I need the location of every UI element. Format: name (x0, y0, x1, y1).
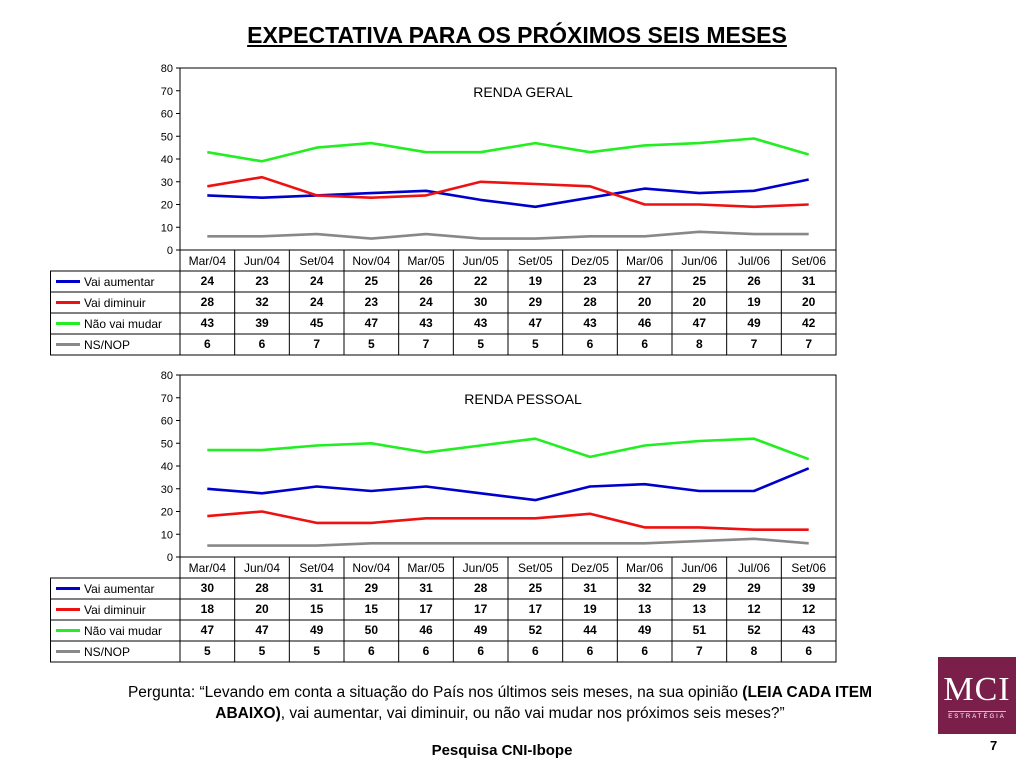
c0-data-label: 23 (364, 295, 379, 309)
c1-data-label: 43 (801, 623, 816, 637)
logo-subtext: ESTRATÉGIA (948, 711, 1006, 720)
c1-data-label: 47 (255, 623, 269, 637)
c1-data-label: 6 (367, 644, 375, 658)
c0-series-line-2 (207, 139, 808, 162)
c1-data-label: 6 (641, 644, 649, 658)
c1-data-label: 31 (419, 581, 433, 595)
c1-data-label: 31 (309, 581, 324, 595)
c0-data-label: 24 (419, 295, 433, 309)
c1-data-label: 6 (422, 644, 430, 658)
c1-y-tick-label: 60 (160, 415, 173, 428)
c0-x-tick-label: Jun/05 (462, 254, 499, 268)
c0-y-tick-label: 70 (160, 85, 173, 98)
question-footnote (120, 682, 880, 724)
c1-y-tick-label: 40 (160, 461, 173, 473)
c0-series-line-3 (207, 232, 808, 239)
c0-data-label: 23 (583, 274, 597, 288)
c1-x-tick-label: Jun/06 (681, 561, 718, 575)
c0-chart-title: RENDA GERAL (473, 84, 573, 100)
c1-data-label: 29 (364, 581, 379, 595)
c1-data-label: 28 (473, 581, 488, 595)
c1-data-label: 29 (692, 581, 707, 595)
c0-x-tick-label: Jun/06 (681, 254, 718, 268)
c1-data-label: 12 (747, 602, 761, 616)
c0-y-tick-label: 0 (166, 245, 173, 257)
c0-y-tick-label: 60 (160, 108, 173, 121)
c1-data-label: 19 (583, 602, 597, 616)
c1-y-tick-label: 70 (160, 392, 173, 405)
c1-data-label: 13 (692, 602, 707, 616)
c1-y-tick-label: 80 (160, 370, 173, 382)
c0-data-label: 23 (255, 274, 269, 288)
c1-data-label: 7 (695, 644, 703, 658)
chart-renda-geral (50, 60, 838, 360)
c1-series-line-3 (207, 539, 808, 546)
c1-data-label: 15 (309, 602, 324, 616)
c1-data-label: 49 (637, 623, 652, 637)
c0-data-label: 47 (364, 316, 379, 330)
c0-data-label: 19 (528, 274, 543, 288)
c0-y-tick-label: 80 (160, 63, 173, 75)
c0-x-tick-label: Mar/04 (188, 254, 227, 268)
c0-data-label: 20 (692, 295, 707, 309)
c1-data-label: 32 (637, 581, 652, 595)
c0-data-label: 7 (750, 337, 758, 351)
c0-y-tick-label: 40 (160, 154, 173, 166)
c1-x-tick-label: Jun/04 (243, 561, 281, 575)
c1-x-tick-label: Jul/06 (737, 561, 771, 575)
c1-data-label: 46 (419, 623, 433, 637)
c0-data-label: 47 (692, 316, 707, 330)
c0-data-label: 6 (258, 337, 266, 351)
page-title: EXPECTATIVA PARA OS PRÓXIMOS SEIS MESES (247, 22, 787, 48)
c0-data-label: 46 (637, 316, 652, 330)
c0-data-label: 5 (477, 337, 485, 351)
c0-data-label: 31 (801, 274, 816, 288)
c1-data-label: 47 (200, 623, 215, 637)
c1-x-tick-label: Mar/04 (188, 561, 227, 575)
c0-data-label: 29 (528, 295, 543, 309)
c0-x-tick-label: Jun/04 (243, 254, 281, 268)
c1-y-tick-label: 50 (160, 438, 173, 451)
c1-x-tick-label: Nov/04 (352, 561, 391, 575)
chart-renda-pessoal (50, 367, 838, 667)
c0-data-label: 24 (309, 274, 324, 288)
c1-data-label: 50 (364, 623, 379, 637)
c0-x-tick-label: Mar/05 (407, 254, 445, 268)
c1-data-label: 52 (747, 623, 761, 637)
c0-x-tick-label: Set/05 (517, 254, 553, 268)
c1-data-label: 5 (203, 644, 211, 658)
c0-data-label: 42 (801, 316, 816, 330)
c1-data-label: 6 (586, 644, 594, 658)
c0-data-label: 24 (309, 295, 324, 309)
c1-data-label: 15 (364, 602, 379, 616)
footnote-prefix: Pergunta: “Levando em conta a situação do País nos últimos seis meses, na sua opinião (127, 684, 743, 701)
c1-legend-label: Vai diminuir (84, 603, 146, 617)
c1-data-label: 18 (200, 602, 215, 616)
c1-data-label: 20 (255, 602, 269, 616)
c0-data-label: 20 (637, 295, 652, 309)
c0-data-label: 32 (255, 295, 269, 309)
c0-data-label: 25 (364, 274, 379, 288)
c1-data-label: 49 (309, 623, 324, 637)
c0-data-label: 47 (528, 316, 543, 330)
c0-x-tick-label: Dez/05 (570, 254, 610, 268)
c1-data-label: 17 (528, 602, 543, 616)
c1-series-line-1 (207, 512, 808, 530)
c0-x-tick-label: Nov/04 (352, 254, 391, 268)
c0-y-tick-label: 50 (160, 131, 173, 144)
c1-y-tick-label: 10 (160, 529, 173, 542)
c1-data-label: 13 (637, 602, 652, 616)
c0-x-tick-label: Set/06 (791, 254, 827, 268)
c0-data-label: 25 (692, 274, 707, 288)
c1-data-label: 6 (805, 644, 813, 658)
c1-x-tick-label: Jun/05 (462, 561, 499, 575)
footnote-bold: (LEIA CADA ITEM ABAIXO) (215, 684, 873, 722)
c1-y-tick-label: 20 (160, 506, 173, 519)
c0-data-label: 26 (419, 274, 433, 288)
chart-renda-pessoal-svg (50, 367, 838, 667)
c0-data-label: 6 (586, 337, 594, 351)
c0-data-label: 7 (313, 337, 321, 351)
c0-data-label: 43 (473, 316, 488, 330)
c1-data-label: 29 (747, 581, 761, 595)
c0-data-label: 27 (637, 274, 652, 288)
c0-data-label: 7 (805, 337, 813, 351)
c1-data-label: 30 (200, 581, 215, 595)
c1-x-tick-label: Set/04 (299, 561, 335, 575)
footnote-suffix: , vai aumentar, vai diminuir, ou não vai mudar nos próximos seis meses?” (280, 705, 785, 722)
c0-data-label: 26 (747, 274, 761, 288)
c0-data-label: 28 (583, 295, 597, 309)
c0-data-label: 43 (200, 316, 215, 330)
c1-data-label: 44 (583, 623, 597, 637)
c0-data-label: 45 (309, 316, 324, 330)
c1-x-tick-label: Dez/05 (570, 561, 610, 575)
c0-data-label: 20 (801, 295, 816, 309)
c0-data-label: 22 (473, 274, 488, 288)
c1-x-tick-label: Mar/06 (625, 561, 664, 575)
c1-data-label: 49 (473, 623, 488, 637)
c1-data-label: 17 (473, 602, 488, 616)
c0-data-label: 7 (422, 337, 430, 351)
c1-data-label: 5 (258, 644, 266, 658)
c0-legend-label: Não vai mudar (84, 317, 163, 331)
c0-data-label: 28 (200, 295, 215, 309)
c0-legend-label: NS/NOP (84, 338, 131, 352)
c1-legend-label: Não vai mudar (84, 624, 163, 638)
c1-data-label: 6 (477, 644, 485, 658)
c0-data-label: 39 (255, 316, 269, 330)
c1-data-label: 31 (583, 581, 597, 595)
c1-chart-title: RENDA PESSOAL (464, 391, 582, 407)
c0-legend-label: Vai aumentar (84, 275, 155, 289)
logo-text: MCI (943, 671, 1011, 708)
c1-data-label: 39 (801, 581, 816, 595)
c0-y-tick-label: 10 (160, 222, 173, 235)
page-number: 7 (990, 738, 998, 753)
c0-y-tick-label: 20 (160, 199, 173, 212)
c1-series-line-0 (207, 468, 808, 500)
c1-y-tick-label: 0 (166, 552, 173, 564)
c0-data-label: 30 (473, 295, 488, 309)
c1-data-label: 25 (528, 581, 543, 595)
c0-data-label: 8 (695, 337, 703, 351)
c1-data-label: 52 (528, 623, 543, 637)
c1-x-tick-label: Set/06 (791, 561, 827, 575)
c0-x-tick-label: Jul/06 (737, 254, 771, 268)
c1-data-label: 51 (692, 623, 707, 637)
c0-data-label: 5 (531, 337, 539, 351)
c1-data-label: 6 (531, 644, 539, 658)
c1-data-label: 28 (255, 581, 269, 595)
c0-y-tick-label: 30 (160, 176, 173, 189)
c0-data-label: 6 (641, 337, 649, 351)
c0-data-label: 43 (419, 316, 433, 330)
c0-legend-label: Vai diminuir (84, 296, 146, 310)
chart-renda-geral-svg (50, 60, 838, 360)
c0-data-label: 43 (583, 316, 597, 330)
c0-data-label: 24 (200, 274, 215, 288)
mci-logo (938, 657, 1016, 734)
c1-data-label: 12 (801, 602, 816, 616)
c0-x-tick-label: Set/04 (299, 254, 335, 268)
c1-data-label: 5 (313, 644, 321, 658)
c1-y-tick-label: 30 (160, 483, 173, 496)
c1-legend-label: Vai aumentar (84, 582, 155, 596)
c0-data-label: 19 (747, 295, 761, 309)
c1-x-tick-label: Mar/05 (407, 561, 445, 575)
c1-x-tick-label: Set/05 (517, 561, 553, 575)
c0-data-label: 49 (747, 316, 761, 330)
c1-data-label: 8 (750, 644, 758, 658)
source-label: Pesquisa CNI-Ibope (431, 742, 573, 759)
c0-x-tick-label: Mar/06 (625, 254, 664, 268)
c0-data-label: 5 (367, 337, 375, 351)
c1-series-line-2 (207, 439, 808, 460)
c0-data-label: 6 (203, 337, 211, 351)
c1-legend-label: NS/NOP (84, 645, 131, 659)
c1-data-label: 17 (419, 602, 433, 616)
